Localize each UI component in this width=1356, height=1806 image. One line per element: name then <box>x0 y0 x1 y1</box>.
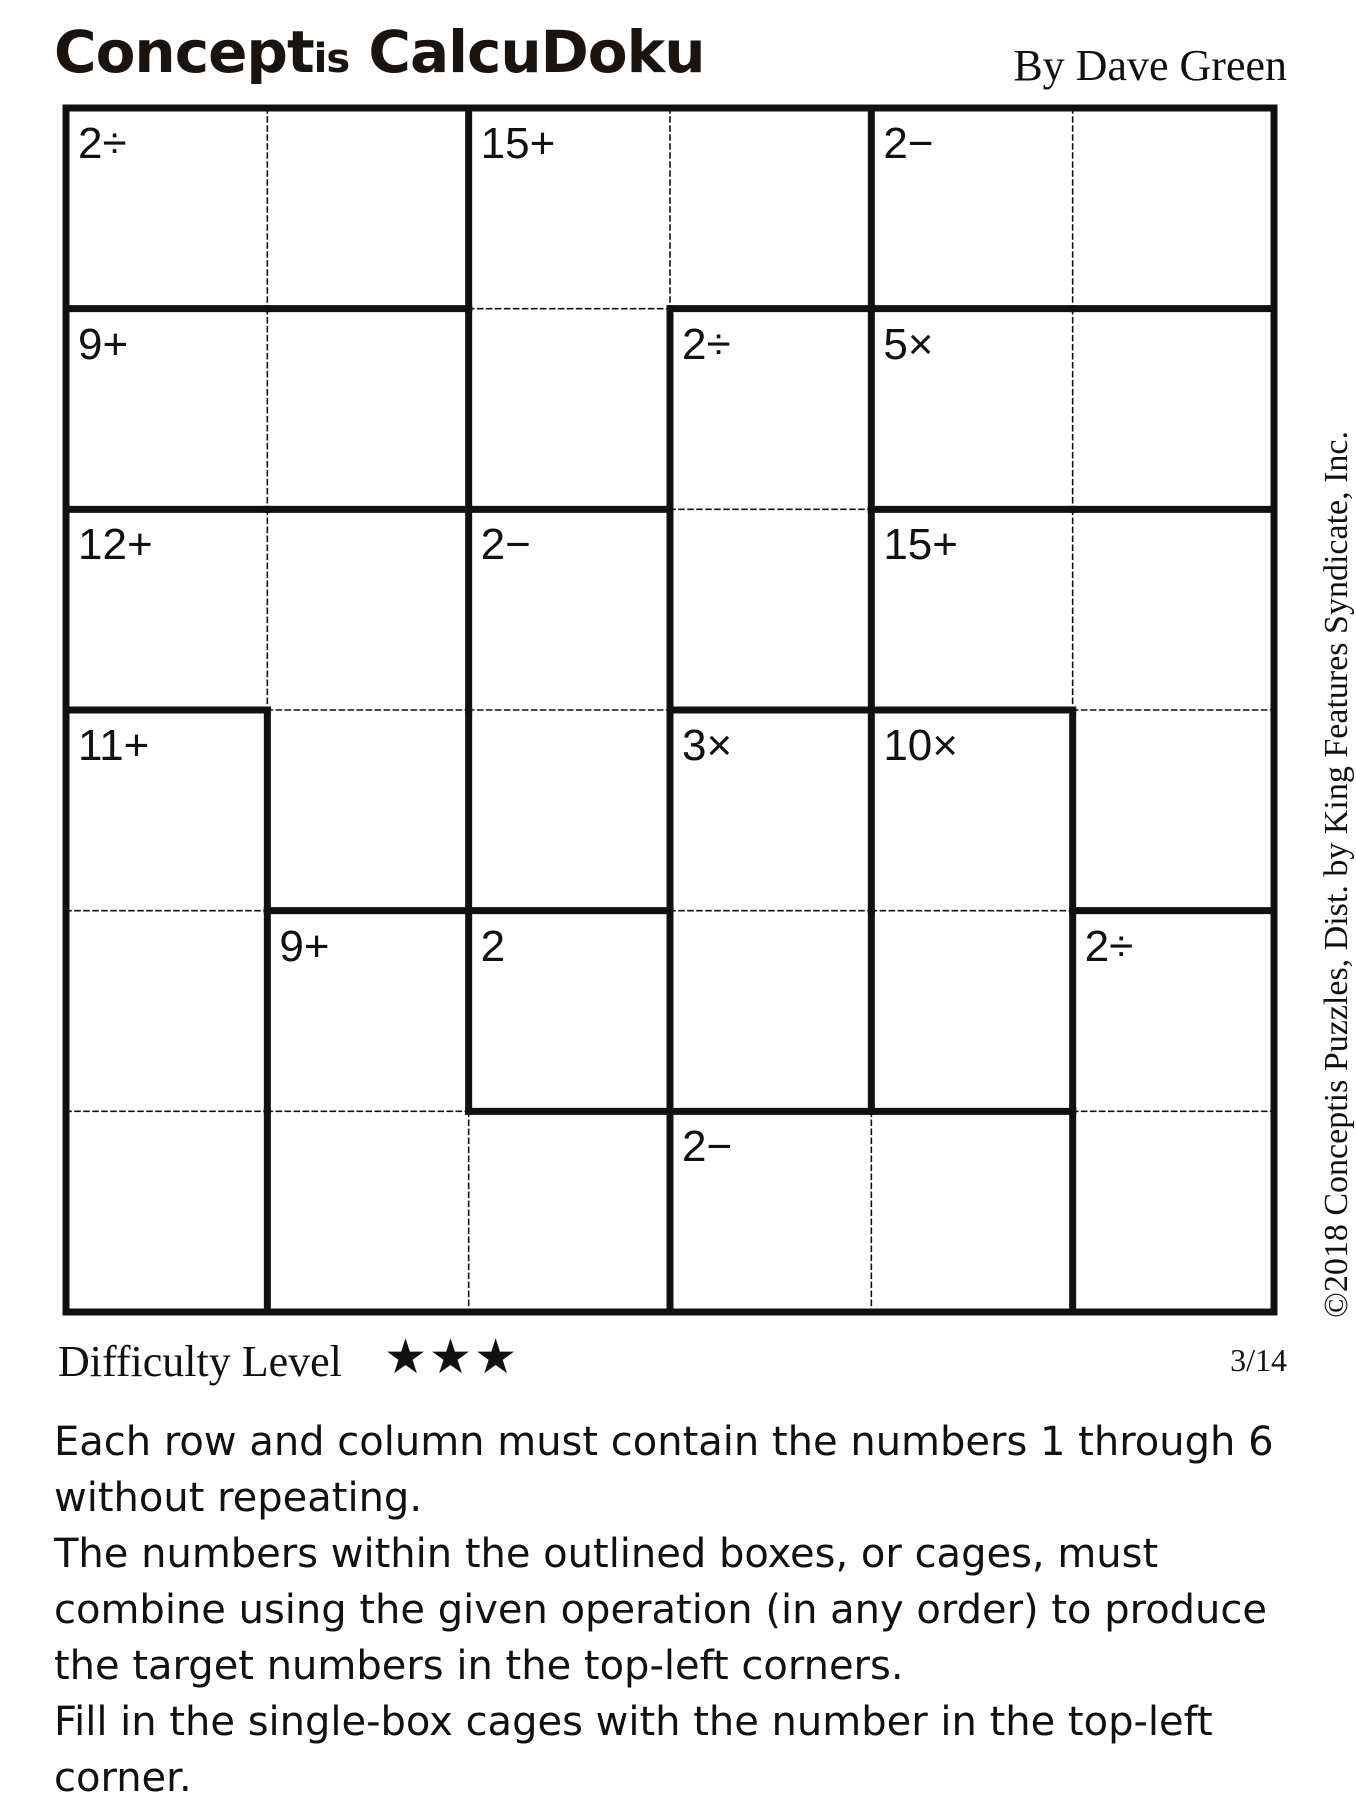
grid-cell[interactable] <box>670 108 871 309</box>
grid-cell[interactable] <box>871 1111 1072 1312</box>
grid-cell[interactable] <box>1073 108 1274 309</box>
product-name: CalcuDoku <box>368 18 705 86</box>
cage-clue: 2− <box>480 520 531 570</box>
cage-clue: 2÷ <box>1084 921 1134 971</box>
grid-cell[interactable] <box>469 309 670 510</box>
instructions <box>54 1414 1334 1806</box>
cage-clue: 2 <box>480 921 506 971</box>
grid-cell[interactable] <box>1073 710 1274 911</box>
author-byline: By Dave Green <box>1013 41 1287 90</box>
instruction-rows-columns: Each row and column must contain the numbers 1 through 6 without repeating. <box>54 1419 1274 1521</box>
cage-clue: 15+ <box>480 119 556 168</box>
puzzle-title <box>54 18 705 86</box>
difficulty-label: Difficulty Level <box>58 1337 342 1386</box>
grid-cell[interactable] <box>670 911 871 1112</box>
grid-cell[interactable] <box>66 1111 267 1312</box>
copyright-notice: ©2018 Conceptis Puzzles, Dist. by King Features Syndicate, Inc. <box>1318 430 1355 1318</box>
grid-cell[interactable] <box>267 710 468 911</box>
grid-cell[interactable] <box>267 509 468 710</box>
grid-cell[interactable] <box>1073 509 1274 710</box>
puzzle-date: 3/14 <box>1230 1342 1287 1378</box>
brand-name: Concept <box>54 18 314 86</box>
cage-clue: 9+ <box>78 319 129 369</box>
cage-clue: 5× <box>883 319 934 369</box>
cage-clue: 2− <box>883 119 934 168</box>
cage-clue: 3× <box>682 721 733 770</box>
grid-cell[interactable] <box>1073 1111 1274 1312</box>
cage-clue: 2÷ <box>682 319 731 369</box>
grid-cell[interactable] <box>670 509 871 710</box>
calcudoku-grid[interactable] <box>62 104 1278 1316</box>
cage-clue: 9+ <box>279 921 330 971</box>
grid-cell[interactable] <box>267 309 468 510</box>
grid-cell[interactable] <box>267 108 468 309</box>
grid-cell[interactable] <box>267 1111 468 1312</box>
grid-cell[interactable] <box>66 911 267 1112</box>
cage-clue: 2− <box>682 1122 733 1172</box>
cage-clue: 11+ <box>78 721 150 770</box>
cage-clue: 2÷ <box>78 119 127 168</box>
grid-cell[interactable] <box>469 710 670 911</box>
grid-lines <box>62 104 1278 1316</box>
cage-clue: 12+ <box>78 520 153 570</box>
grid-cell[interactable] <box>871 911 1072 1112</box>
instruction-single-cages: Fill in the single-box cages with the number in the top-left corner. <box>54 1699 1213 1801</box>
cage-clue: 10× <box>883 721 958 770</box>
brand-name-suffix: is <box>313 36 350 82</box>
grid-cell[interactable] <box>469 1111 670 1312</box>
instruction-cages: The numbers within the outlined boxes, or cages, must combine using the given operation (in any order) to produce the target numbers in the top-left corners. <box>54 1531 1268 1689</box>
grid-cell[interactable] <box>1073 309 1274 510</box>
difficulty-stars: ★★★ <box>384 1329 520 1385</box>
cage-clue: 15+ <box>883 520 958 570</box>
